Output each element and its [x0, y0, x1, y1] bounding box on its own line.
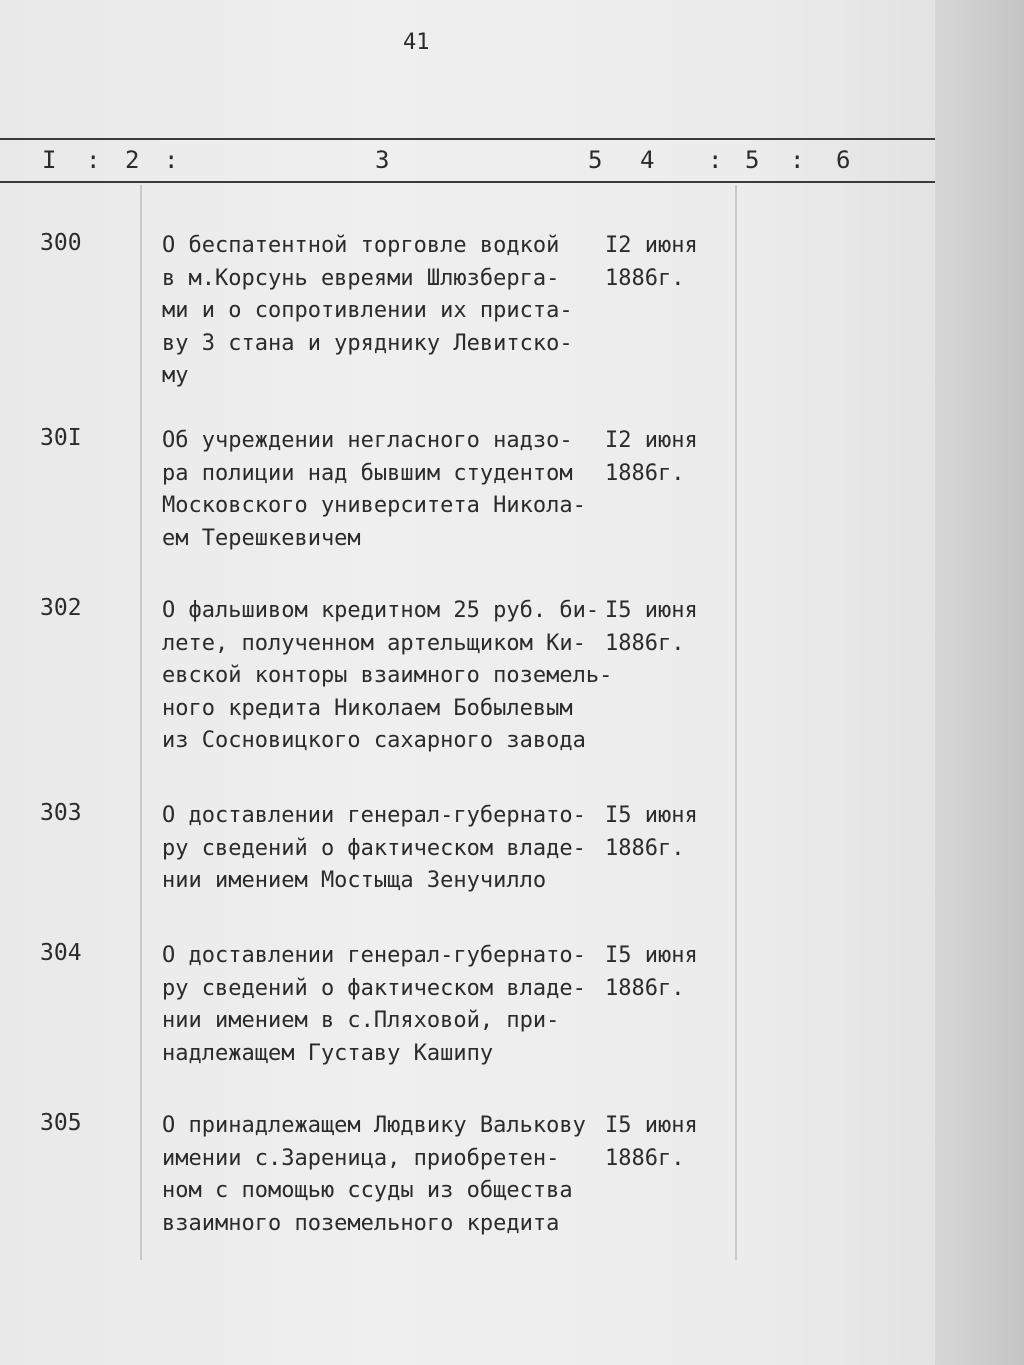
- column-separator: :: [164, 146, 179, 174]
- record-date: I5 июня 1886г.: [605, 1113, 698, 1171]
- record-title: Об учреждении негласного надзо- ра полиции над бывшим студентом Московского университета Никола- ем Терешкевичем: [162, 428, 586, 551]
- column-separator: :: [708, 146, 723, 174]
- column-divider: [140, 185, 142, 1260]
- column-header-5: 5: [745, 146, 760, 174]
- record-date: I5 июня 1886г.: [605, 943, 698, 1001]
- page-number: 41: [403, 30, 430, 55]
- record-title: О фальшивом кредитном 25 руб. би- лете, полученном артельщиком Ки- евской конторы взаимного поземель- ного кредита Николаем Бобылевым из Сосновицкого сахарного завода: [162, 598, 613, 753]
- record-date: I2 июня 1886г.: [605, 428, 698, 486]
- column-separator: :: [86, 146, 101, 174]
- header-bottom-rule: [0, 181, 935, 183]
- record-date: I5 июня 1886г.: [605, 803, 698, 861]
- record-title: О доставлении генерал-губернато- ру сведений о фактическом владе- нии имением Мостыща Зенучилло: [162, 803, 586, 893]
- record-number: 304: [40, 940, 82, 966]
- record-number: 305: [40, 1110, 82, 1136]
- record-number: 302: [40, 595, 82, 621]
- record-date: I2 июня 1886г.: [605, 233, 698, 291]
- record-number: 303: [40, 800, 82, 826]
- record-title: О доставлении генерал-губернато- ру сведений о фактическом владе- нии имением в с.Пляховой, при- надлежащем Густаву Кашипу: [162, 943, 586, 1066]
- record-title: О беспатентной торговле водкой в м.Корсунь евреями Шлюзберга- ми и о сопротивлении их приста- ву 3 стана и уряднику Левитско- му: [162, 233, 573, 388]
- column-header-6: 6: [836, 146, 851, 174]
- header-top-rule: [0, 138, 935, 140]
- next-page-edge: [935, 0, 1024, 1365]
- column-header-3: 3: [375, 146, 390, 174]
- column-separator: :: [790, 146, 805, 174]
- record-number: 30I: [40, 425, 82, 451]
- record-number: 300: [40, 230, 82, 256]
- column-header-1: I: [42, 146, 57, 174]
- column-header-4: 4: [640, 146, 655, 174]
- record-date: I5 июня 1886г.: [605, 598, 698, 656]
- column-header-2: 2: [125, 146, 140, 174]
- column-header-extra: 5: [588, 146, 603, 174]
- record-title: О принадлежащем Людвику Валькову имении с.Зареница, приобретен- ном с помощью ссуды из общества взаимного поземельного кредита: [162, 1113, 586, 1236]
- column-divider: [735, 185, 737, 1260]
